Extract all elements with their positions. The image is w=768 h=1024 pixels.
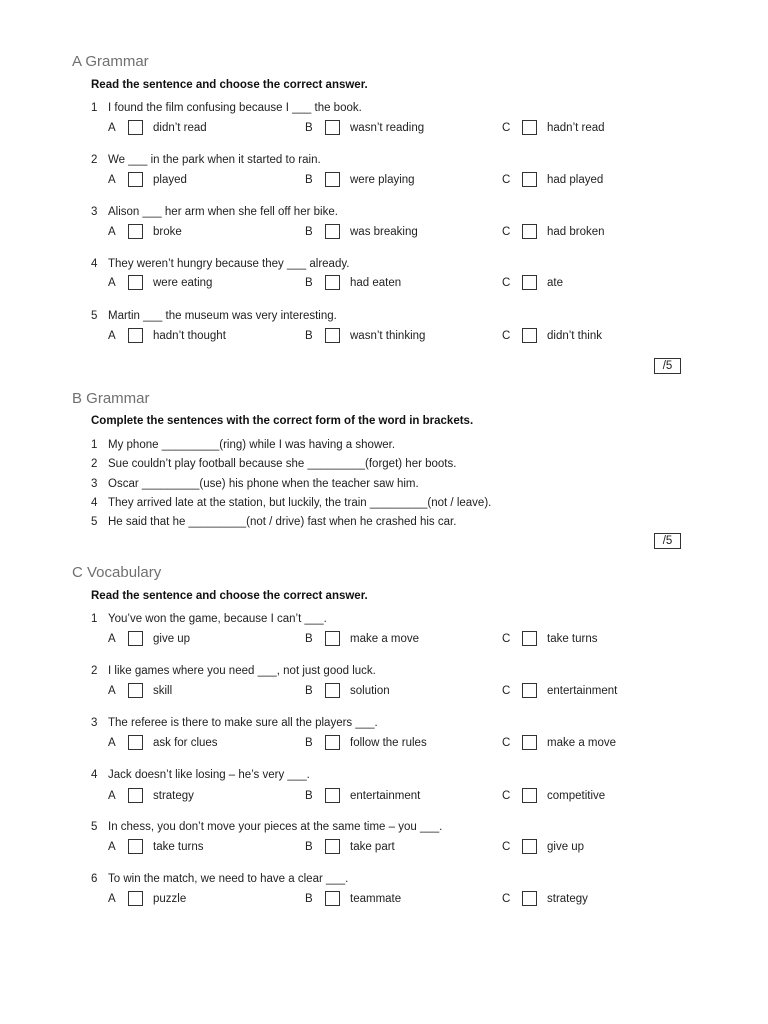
c-question-2: 2 I like games where you need ___, not just good luck. bbox=[91, 665, 376, 677]
checkbox[interactable] bbox=[128, 735, 143, 750]
checkbox[interactable] bbox=[128, 328, 143, 343]
checkbox[interactable] bbox=[128, 839, 143, 854]
checkbox[interactable] bbox=[325, 275, 340, 290]
c-q4-option-c[interactable]: C competitive bbox=[502, 789, 606, 802]
a-q5-option-a[interactable]: A hadn’t thought bbox=[108, 329, 226, 342]
c-question-5: 5 In chess, you don’t move your pieces at the same time – you ___. bbox=[91, 821, 443, 833]
checkbox[interactable] bbox=[522, 631, 537, 646]
b-item-4[interactable]: 4 They arrived late at the station, but luckily, the train _________(not / leave). bbox=[91, 497, 492, 509]
a-q1-option-b[interactable]: B wasn’t reading bbox=[305, 121, 425, 134]
a-q2-option-c[interactable]: C had played bbox=[502, 173, 604, 186]
c-q5-option-b[interactable]: B take part bbox=[305, 840, 395, 853]
checkbox[interactable] bbox=[325, 120, 340, 135]
checkbox[interactable] bbox=[522, 275, 537, 290]
a-q5-option-b[interactable]: B wasn’t thinking bbox=[305, 329, 426, 342]
checkbox[interactable] bbox=[128, 120, 143, 135]
c-question-1: 1 You’ve won the game, because I can’t ___. bbox=[91, 613, 327, 625]
a-q1-option-c[interactable]: C hadn’t read bbox=[502, 121, 605, 134]
checkbox[interactable] bbox=[128, 683, 143, 698]
checkbox[interactable] bbox=[522, 788, 537, 803]
c-q5-option-a[interactable]: A take turns bbox=[108, 840, 204, 853]
checkbox[interactable] bbox=[128, 172, 143, 187]
a-q5-option-c[interactable]: C didn’t think bbox=[502, 329, 602, 342]
checkbox[interactable] bbox=[325, 224, 340, 239]
a-question-1 bbox=[91, 102, 362, 114]
c-q3-option-a[interactable]: A ask for clues bbox=[108, 736, 218, 749]
checkbox[interactable] bbox=[325, 839, 340, 854]
checkbox[interactable] bbox=[128, 275, 143, 290]
a-q1-option-a[interactable]: A didn’t read bbox=[108, 121, 207, 134]
checkbox[interactable] bbox=[522, 683, 537, 698]
a-q2-option-b[interactable]: B were playing bbox=[305, 173, 415, 186]
a-q4-option-b[interactable]: B had eaten bbox=[305, 276, 402, 289]
b-item-5[interactable]: 5 He said that he _________(not / drive) fast when he crashed his car. bbox=[91, 516, 457, 528]
c-q6-option-b[interactable]: B teammate bbox=[305, 892, 402, 905]
a-q3-option-b[interactable]: B was breaking bbox=[305, 225, 418, 238]
b-item-3[interactable]: 3 Oscar _________(use) his phone when the teacher saw him. bbox=[91, 478, 419, 490]
b-item-2[interactable]: 2 Sue couldn’t play football because she _________(forget) her boots. bbox=[91, 458, 457, 470]
c-q1-option-a[interactable]: A give up bbox=[108, 632, 191, 645]
c-q1-option-c[interactable]: C take turns bbox=[502, 632, 598, 645]
section-a-score-box[interactable]: /5 bbox=[654, 358, 681, 374]
checkbox[interactable] bbox=[325, 683, 340, 698]
a-q3-option-c[interactable]: C had broken bbox=[502, 225, 605, 238]
b-item-1[interactable]: 1 My phone _________(ring) while I was having a shower. bbox=[91, 439, 396, 451]
c-q6-option-a[interactable]: A puzzle bbox=[108, 892, 187, 905]
c-q2-option-b[interactable]: B solution bbox=[305, 684, 390, 697]
checkbox[interactable] bbox=[325, 735, 340, 750]
checkbox[interactable] bbox=[128, 788, 143, 803]
section-b-title: B Grammar bbox=[72, 390, 150, 407]
checkbox[interactable] bbox=[522, 328, 537, 343]
checkbox[interactable] bbox=[522, 735, 537, 750]
checkbox[interactable] bbox=[325, 788, 340, 803]
section-c-title: C Vocabulary bbox=[72, 564, 162, 581]
checkbox[interactable] bbox=[325, 328, 340, 343]
a-question-4: 4 They weren’t hungry because they ___ already. bbox=[91, 258, 350, 270]
checkbox[interactable] bbox=[522, 891, 537, 906]
c-q1-option-b[interactable]: B make a move bbox=[305, 632, 420, 645]
c-q4-option-a[interactable]: A strategy bbox=[108, 789, 194, 802]
section-b-score-box[interactable]: /5 bbox=[654, 533, 681, 549]
checkbox[interactable] bbox=[522, 120, 537, 135]
a-q3-option-a[interactable]: A broke bbox=[108, 225, 182, 238]
question-text: I found the film confusing because I ___ the book. bbox=[108, 102, 362, 114]
a-question-5: 5 Martin ___ the museum was very interesting. bbox=[91, 310, 337, 322]
checkbox[interactable] bbox=[325, 631, 340, 646]
c-question-4: 4 Jack doesn’t like losing – he’s very ___. bbox=[91, 769, 310, 781]
c-q3-option-c[interactable]: C make a move bbox=[502, 736, 617, 749]
section-a-instruction: Read the sentence and choose the correct answer. bbox=[91, 79, 368, 91]
c-question-6: 6 To win the match, we need to have a clear ___. bbox=[91, 873, 349, 885]
question-number: 1 bbox=[91, 102, 98, 114]
checkbox[interactable] bbox=[325, 891, 340, 906]
c-q3-option-b[interactable]: B follow the rules bbox=[305, 736, 427, 749]
checkbox[interactable] bbox=[325, 172, 340, 187]
a-q2-option-a[interactable]: A played bbox=[108, 173, 187, 186]
c-q2-option-c[interactable]: C entertainment bbox=[502, 684, 618, 697]
c-q6-option-c[interactable]: C strategy bbox=[502, 892, 588, 905]
checkbox[interactable] bbox=[128, 224, 143, 239]
checkbox[interactable] bbox=[128, 631, 143, 646]
section-a-title: A Grammar bbox=[72, 53, 149, 70]
checkbox[interactable] bbox=[522, 839, 537, 854]
a-q4-option-c[interactable]: C ate bbox=[502, 276, 563, 289]
section-b-instruction: Complete the sentences with the correct form of the word in brackets. bbox=[91, 415, 474, 427]
c-question-3: 3 The referee is there to make sure all the players ___. bbox=[91, 717, 378, 729]
c-q4-option-b[interactable]: B entertainment bbox=[305, 789, 421, 802]
c-q5-option-c[interactable]: C give up bbox=[502, 840, 585, 853]
a-question-3: 3 Alison ___ her arm when she fell off her bike. bbox=[91, 206, 338, 218]
checkbox[interactable] bbox=[522, 172, 537, 187]
section-c-instruction: Read the sentence and choose the correct answer. bbox=[91, 590, 368, 602]
a-q4-option-a[interactable]: A were eating bbox=[108, 276, 213, 289]
c-q2-option-a[interactable]: A skill bbox=[108, 684, 173, 697]
checkbox[interactable] bbox=[522, 224, 537, 239]
checkbox[interactable] bbox=[128, 891, 143, 906]
a-question-2: 2 We ___ in the park when it started to rain. bbox=[91, 154, 321, 166]
